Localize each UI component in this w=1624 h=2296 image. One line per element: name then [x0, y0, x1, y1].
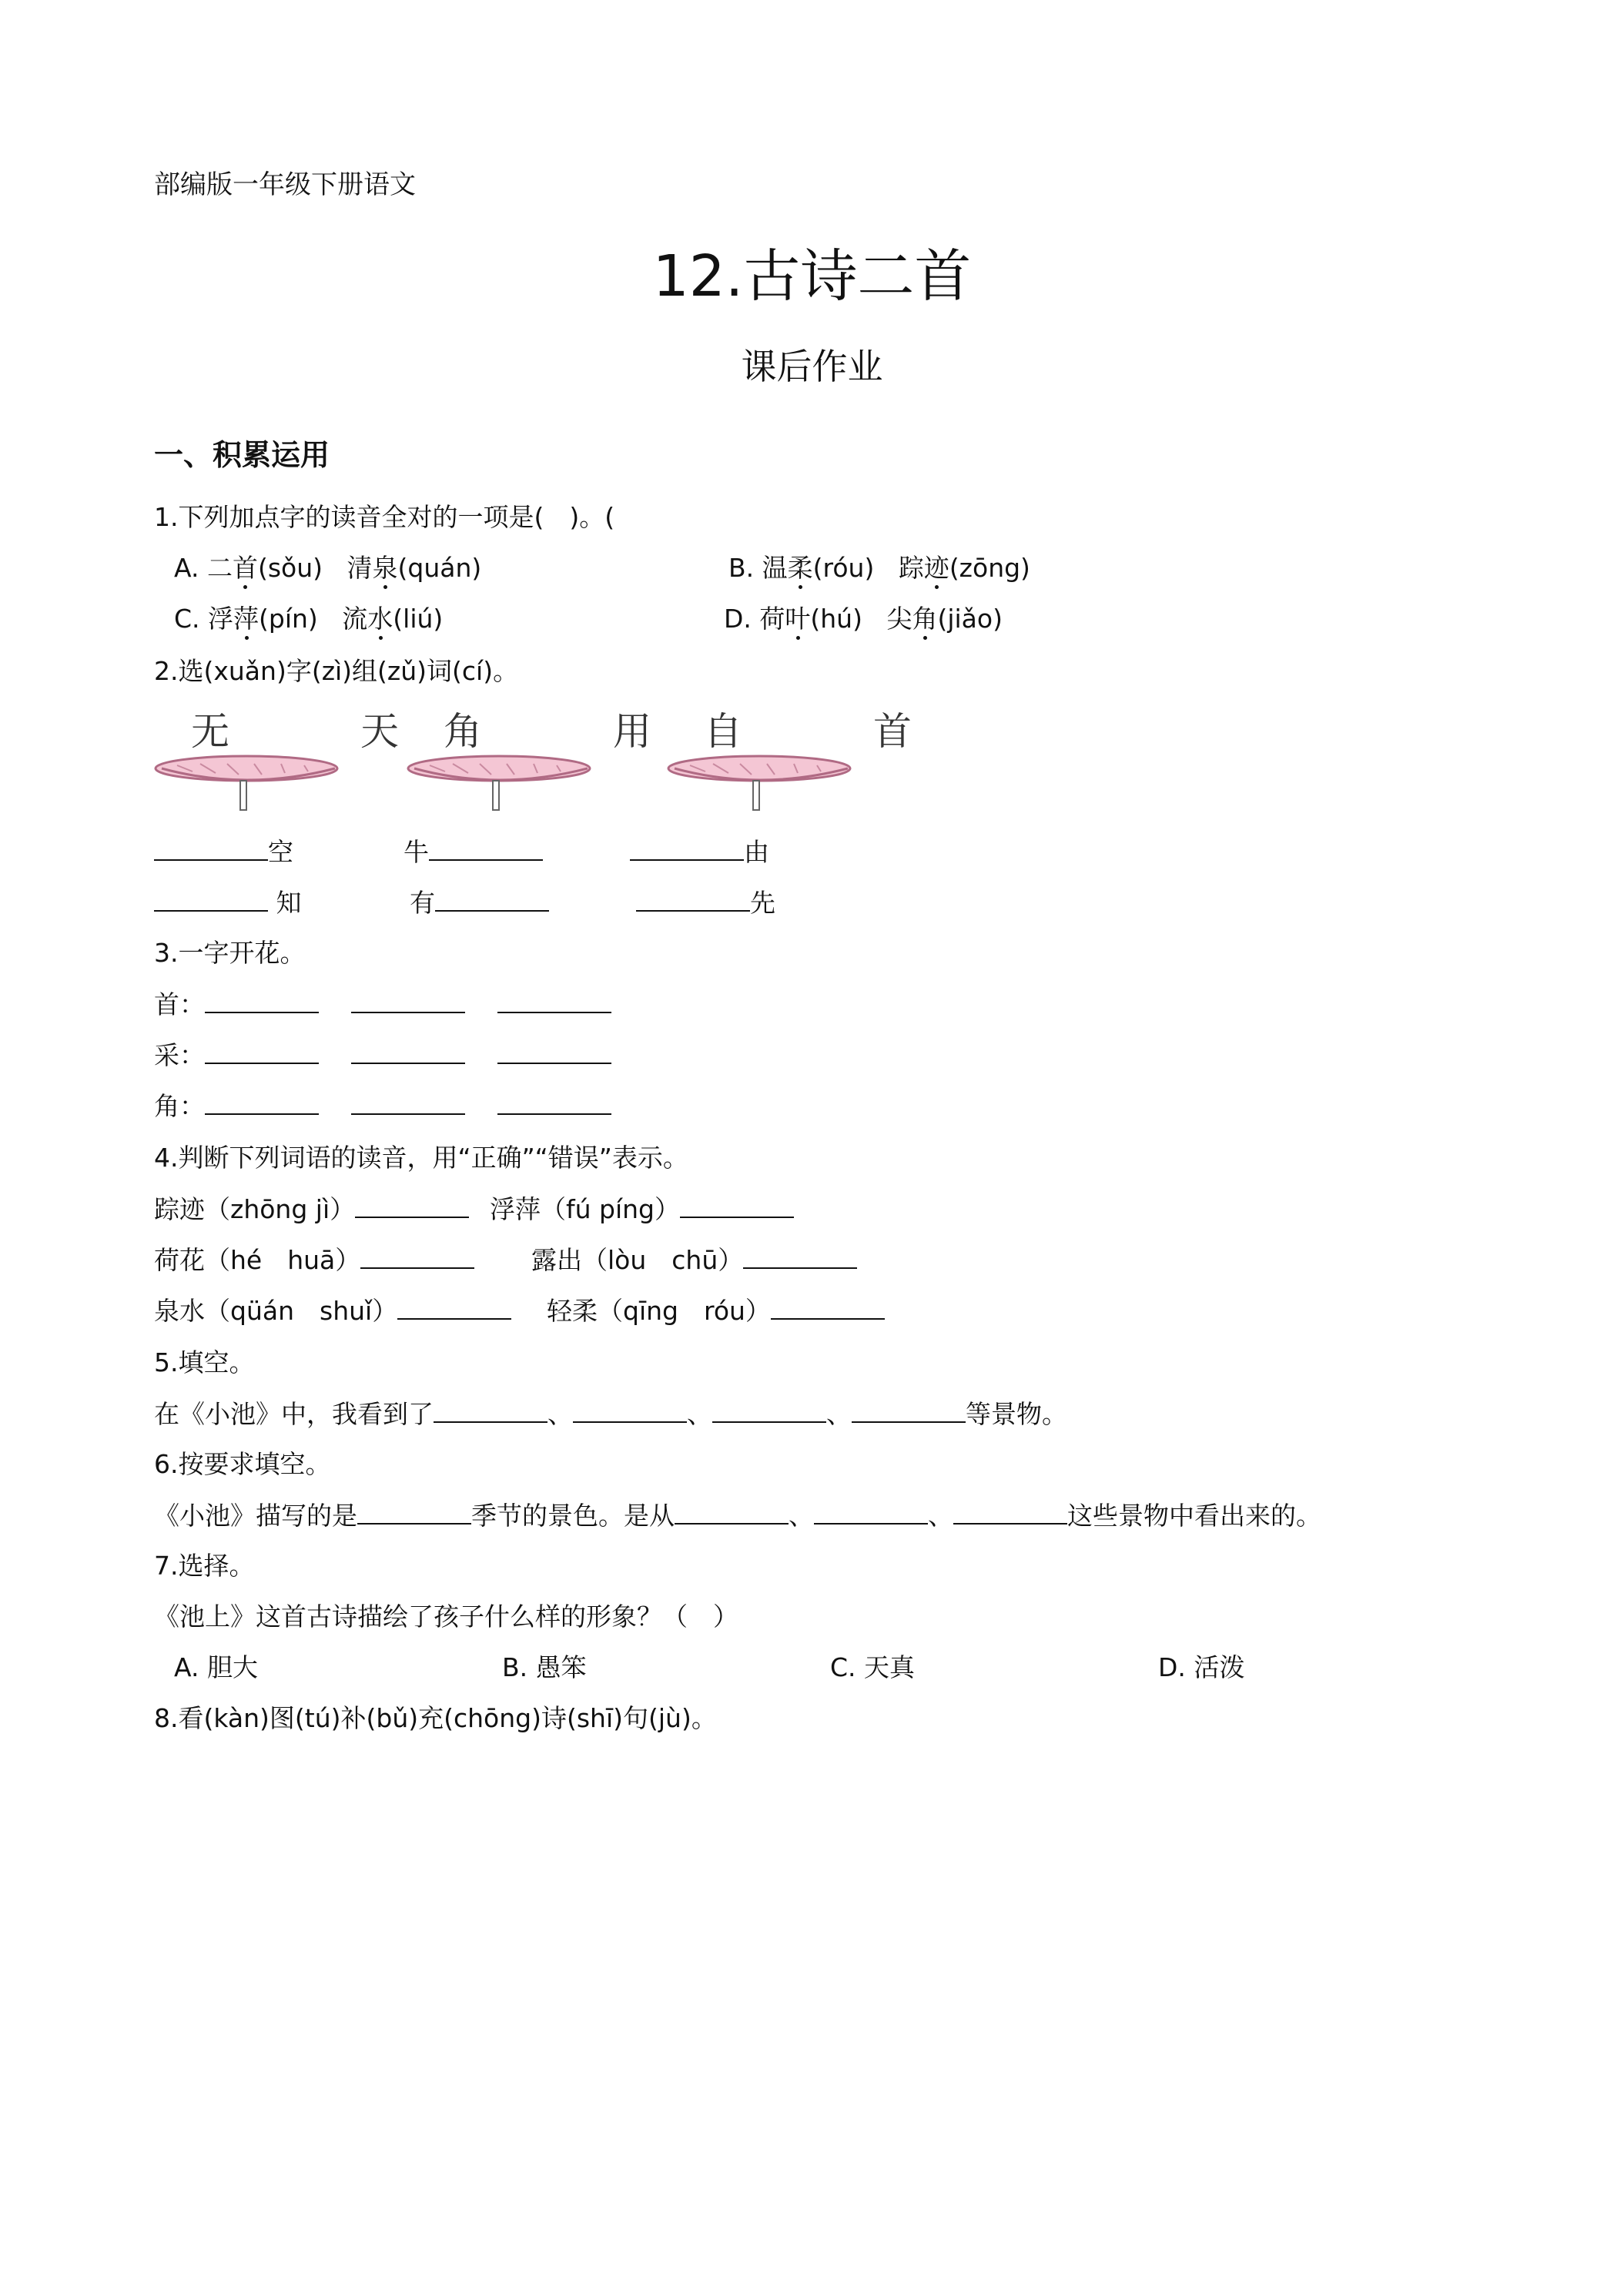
answer-blank[interactable]: [953, 1500, 1067, 1525]
leaf-card-3: [667, 701, 958, 816]
answer-blank[interactable]: [360, 1244, 474, 1269]
q3-row: 角：: [154, 1090, 611, 1122]
answer-blank[interactable]: [743, 1244, 857, 1269]
answer-blank[interactable]: [680, 1193, 794, 1218]
answer-blank[interactable]: [712, 1398, 826, 1423]
answer-blank[interactable]: [814, 1500, 928, 1525]
answer-blank[interactable]: [497, 1039, 611, 1064]
answer-blank[interactable]: [636, 887, 750, 912]
lotus-leaf-icon: [667, 747, 856, 816]
answer-blank[interactable]: [771, 1295, 885, 1320]
q2-row1-col3: 由: [630, 836, 769, 868]
q1-option-d: D. 荷叶(hú) 尖角(jiǎo): [724, 604, 1003, 634]
answer-blank[interactable]: [154, 887, 268, 912]
leaf-card-1-chars: 无 天: [191, 709, 445, 754]
q1-option-a: A. 二首(sǒu) 清泉(quán): [174, 553, 482, 583]
q1-stem: 1.下列加点字的读音全对的一项是( )。(: [154, 502, 615, 532]
answer-blank[interactable]: [630, 836, 744, 861]
leaf-card-1: [154, 701, 445, 816]
q4-item: 泉水（qüán shuǐ）: [154, 1295, 511, 1327]
q4-item: 轻柔（qīng róu）: [547, 1295, 885, 1327]
answer-blank[interactable]: [351, 1090, 465, 1115]
leaf-card-2: [407, 701, 698, 816]
answer-blank[interactable]: [357, 1500, 471, 1525]
leaf-card-3-chars: 自 首: [704, 709, 958, 754]
answer-blank[interactable]: [573, 1398, 687, 1423]
q2-row1-col1: 空: [154, 836, 293, 868]
q2-row2-col2: 有: [410, 887, 549, 919]
page-title: 12.古诗二首: [652, 243, 972, 310]
answer-blank[interactable]: [205, 1039, 319, 1064]
header-label: 部编版一年级下册语文: [154, 169, 416, 200]
q4-item: 浮萍（fú píng）: [490, 1193, 794, 1225]
answer-blank[interactable]: [397, 1295, 511, 1320]
q4-item: 荷花（hé huā）: [154, 1244, 474, 1276]
answer-blank[interactable]: [434, 1398, 547, 1423]
answer-blank[interactable]: [435, 887, 549, 912]
answer-blank[interactable]: [154, 836, 268, 861]
q2-row1-col2: 牛: [403, 836, 543, 868]
answer-blank[interactable]: [429, 836, 543, 861]
q1-option-b: B. 温柔(róu) 踪迹(zōng): [728, 553, 1030, 583]
answer-blank[interactable]: [497, 989, 611, 1013]
q2-stem: 2.选(xuǎn)字(zì)组(zǔ)词(cí)。: [154, 656, 519, 686]
q7-option-b[interactable]: B. 愚笨: [502, 1652, 587, 1682]
q3-row: 首：: [154, 989, 611, 1020]
q7-option-c[interactable]: C. 天真: [830, 1652, 916, 1682]
q6-stem: 6.按要求填空。: [154, 1449, 331, 1479]
lotus-leaf-icon: [154, 747, 343, 816]
answer-blank[interactable]: [852, 1398, 966, 1423]
q2-row2-col3: 先: [636, 887, 775, 919]
q3-stem: 3.一字开花。: [154, 938, 306, 968]
q5-stem: 5.填空。: [154, 1347, 255, 1377]
q4-item: 露出（lòu chū）: [531, 1244, 857, 1276]
q2-row2-col1: 知: [154, 887, 302, 919]
q6-sentence: 《小池》描写的是 季节的景色。是从 、 、 这些景物中看出来的。: [154, 1501, 1321, 1531]
answer-blank[interactable]: [351, 989, 465, 1013]
q7-option-a[interactable]: A. 胆大: [174, 1652, 258, 1682]
q1-option-c: C. 浮萍(pín) 流水(liú): [174, 604, 444, 634]
q3-row: 采：: [154, 1039, 611, 1071]
answer-blank[interactable]: [205, 1090, 319, 1115]
q4-item: 踪迹（zhōng jì）: [154, 1193, 469, 1225]
answer-blank[interactable]: [675, 1500, 789, 1525]
page-subtitle: 课后作业: [741, 346, 883, 387]
q7-question: 《池上》这首古诗描绘了孩子什么样的形象？（ ）: [154, 1602, 738, 1632]
lotus-leaf-icon: [407, 747, 595, 816]
answer-blank[interactable]: [351, 1039, 465, 1064]
q8-stem: 8.看(kàn)图(tú)补(bǔ)充(chōng)诗(shī)句(jù)。: [154, 1703, 717, 1733]
section-heading: 一、积累运用: [154, 438, 330, 472]
q5-sentence: 在《小池》中，我看到了 、 、 、 等景物。: [154, 1399, 1067, 1429]
q7-option-d[interactable]: D. 活泼: [1158, 1652, 1245, 1682]
leaf-card-2-chars: 角 用: [444, 709, 698, 754]
q7-stem: 7.选择。: [154, 1551, 255, 1581]
q4-stem: 4.判断下列词语的读音，用“正确”“错误”表示。: [154, 1143, 688, 1173]
answer-blank[interactable]: [497, 1090, 611, 1115]
answer-blank[interactable]: [355, 1193, 469, 1218]
answer-blank[interactable]: [205, 989, 319, 1013]
